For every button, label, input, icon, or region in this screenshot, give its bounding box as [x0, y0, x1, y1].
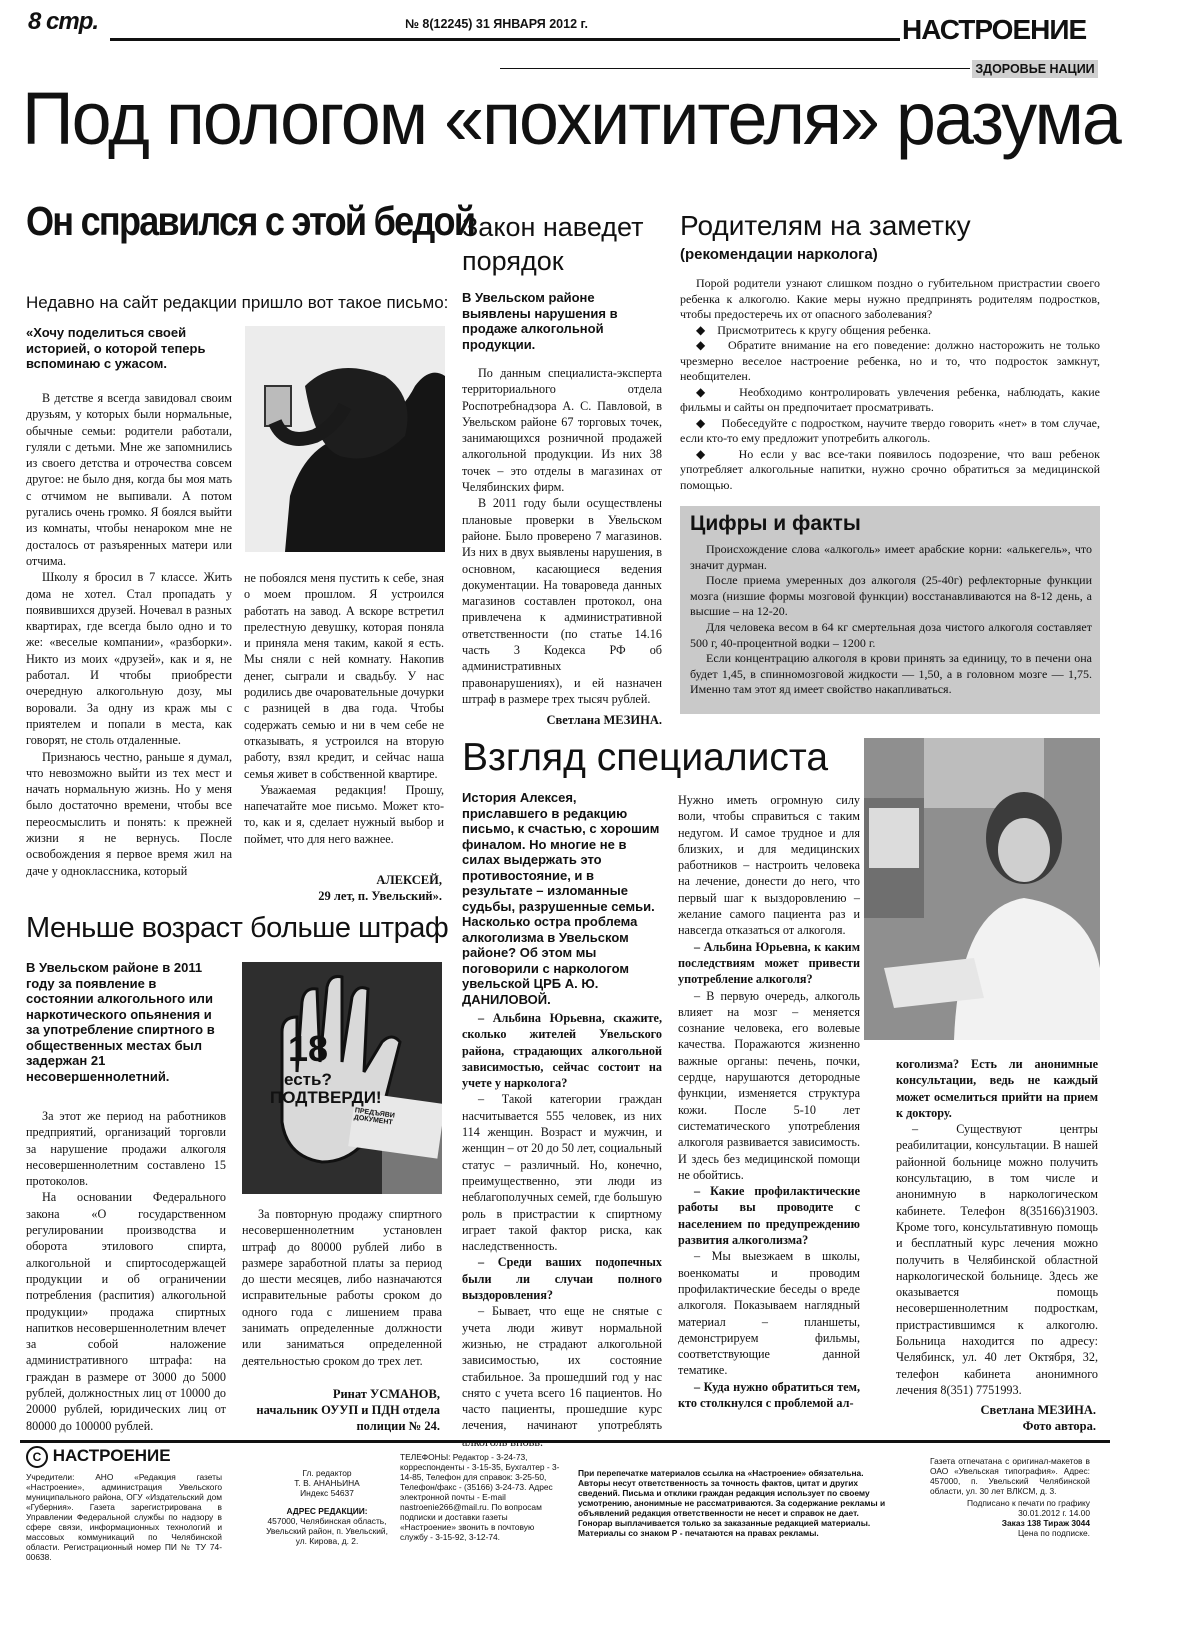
- footer-text: Учредители: АНО «Редакция газеты «Настроение», администрация Увельского муниципального района, ОГУ «Издательский дом «Губерния». Газета зарегистрирована в Управлении Федеральной службы по надзору в сфере связи, информационных технологий и массовых коммуникаций по Челябинской области. Регистрационный номер ПИ № ТУ 74-00638.: [26, 1472, 222, 1562]
- article4-col1: [26, 1108, 226, 1434]
- bullet-item: [680, 338, 1100, 385]
- footer-print: [930, 1456, 1090, 1538]
- article2-lead: В Увельском районе выявлены нарушения в продаже алкогольной продукции.: [462, 290, 618, 352]
- brand-logo: НАСТРОЕНИЕ: [902, 14, 1087, 45]
- bullet-text: Присмотритесь к кругу общения ребенка.: [717, 322, 932, 337]
- article1-title: Он справился с этой бедой: [26, 198, 475, 244]
- rubric-rule: [500, 68, 970, 69]
- article5-photo-credit: Фото автора.: [1022, 1419, 1096, 1433]
- article3-title: Родителям на заметку: [680, 210, 971, 241]
- footer-text: Индекс 54637: [300, 1488, 354, 1498]
- doctor-portrait-icon: [864, 738, 1100, 1040]
- article1-signature-detail: 29 лет, п. Увельский».: [318, 889, 442, 903]
- diamond-bullet-icon: ◆: [696, 446, 739, 461]
- diamond-bullet-icon: ◆: [696, 338, 729, 352]
- article4-signature-name: Ринат УСМАНОВ,: [332, 1387, 440, 1401]
- photo-action-label: ПОДТВЕРДИ!: [270, 1088, 382, 1107]
- bullet-text: Побеседуйте с подростком, научите твердо говорить «нет» в том случае, если кто-то ему предложит употребить алкоголь.: [680, 415, 1100, 445]
- interview-answer: – В первую очередь, алкоголь влияет на мозг – меняется сознание человека, его волевые качества. Поражаются жизненно важные органы: печень, почки, сердце, нарушаются детородные функции, изменяется структура кожи. После 5-10 лет систематического употребления алкоголя развивается зависимость. И здесь без медицинской помощи не обойтись.: [678, 988, 860, 1182]
- interview-answer: – Такой категории граждан насчитывается 555 человек, из них 114 женщин. Возраст и мужчин, и женщин – от 20 до 50 лет, социальный статус – различный. Но, конечно, преимущественно, эти люди из неблагополучных семей, где большую роль в пристрастии к спиртному играет такой фактор риска, как наследственность.: [462, 1092, 662, 1254]
- bullet-text: Необходимо контролировать увлечения ребенка, наблюдать, какие фильмы и сайты он предпочитает просматривать.: [680, 384, 1100, 414]
- article4-title: Меньше возраст больше штраф: [26, 912, 449, 944]
- rubric-label: ЗДОРОВЬЕ НАЦИИ: [972, 60, 1098, 78]
- interview-answer: – Бывает, что еще не снятые с учета люди живут нормальной жизнью, не страдают алкогольной зависимостью, их состояние стабильное. За прошедший год у нас снято с учета всего 16 пациентов. Но часто пациенты, прошедшие курс лечения, начинают употреблять: [462, 1304, 662, 1433]
- footer-text: Заказ 138 Тираж 3044: [1001, 1518, 1090, 1528]
- paragraph: В 2011 году были осуществлены плановые проверки в Увельском районе. Было проверено 7 магазинов. Из них в двух выявлены нарушения, в основном, касающиеся ведения документации. На товароведа данных магазинов составлен протокол, она привлечена к административной ответственности (по статье 14.16 часть 3 Кодекса РФ об административных правонарушениях), и ей назначен штраф в размере трех тысяч рублей.: [462, 496, 662, 706]
- paragraph: На основании Федерального закона «О государственном регулировании производства и оборота этилового спирта, алкогольной и спиртосодержащей продукции и об ограничении потребления (распития) алкогольной продукции» продажа спиртных напитков несовершеннолетним влечет за собой наложение административного штрафа: на граждан в размере от 3000 до 5000 рублей, должностных лиц от 10000 до 20000 рублей, юридических лиц от 80000 до 100000 рублей.: [26, 1190, 226, 1433]
- article4-signature-detail: начальник ОУУП и ПДН отдела полиции № 24.: [256, 1403, 440, 1433]
- footer-rule-top: [20, 1440, 1110, 1443]
- interview-answer: – Мы выезжаем в школы, военкоматы и проводим профилактические беседы о вреде алкоголя. Показываем наглядный материал – планшеты, демонстрируем фильмы, соответствующие данной тематике.: [678, 1249, 860, 1378]
- bullet-item: [680, 323, 1100, 339]
- article5-col1: [462, 1010, 662, 1450]
- article1-photo: [245, 326, 445, 552]
- article2-signature: Светлана МЕЗИНА.: [546, 713, 662, 727]
- bullet-text: Обратите внимание на его поведение: должно насторожить не только чрезмерно веселое настроение ребенка, но и то, что подросток замкнут, необщителен.: [680, 338, 1101, 383]
- diamond-bullet-icon: ◆: [696, 415, 722, 430]
- issue-info: № 8(12245) 31 ЯНВАРЯ 2012 г.: [405, 17, 588, 31]
- footer-text: 457000, Челябинская область, Увельский район, п. Увельский, ул. Кирова, д. 2.: [266, 1516, 388, 1546]
- paragraph: Признаюсь честно, раньше я думал, что невозможно выйти из тех мест и начать нормальную жизнь. Но у меня было достаточно времени, чтобы все переосмыслить и понять: к прежней жизни я не вернусь. После освобождения я первое время жил на даче у одноклассника, который: [26, 749, 232, 878]
- article1-signature-name: АЛЕКСЕЙ,: [376, 873, 442, 887]
- diamond-bullet-icon: ◆: [696, 322, 718, 337]
- article4-lead: В Увельском районе в 2011 году за появление в состоянии алкогольного или наркотического опьянения и за употребление спиртного в общественных местах был задержан 21 несовершеннолетний.: [26, 960, 215, 1084]
- drinking-man-silhouette-icon: [245, 326, 445, 552]
- article1-lead: «Хочу поделиться своей историей, о которой теперь вспоминаю с ужасом.: [26, 325, 206, 371]
- article5-lead: История Алексея, приславшего в редакцию письмо, к счастью, с хорошим финалом. Но многие не в силах выдержать это противостояние, и в результате – изломанные судьбы, разрушенные семьи. Насколько остра проблема алкоголизма в Увельском районе? Об этом мы поговорили с наркологом увельской ЦРБ А. Ю. ДАНИЛОВОЙ.: [462, 790, 660, 1007]
- paragraph: Порой родители узнают слишком поздно о губительном пристрастии своего ребенка к алкоголю. Какие меры нужно предпринять родителям подростков, чтобы предостеречь их от опасного заболевания?: [680, 276, 1100, 321]
- interview-question: – Какие профилактические работы вы проводите с населением по предупреждению развития алкоголизма?: [678, 1184, 860, 1248]
- article4-col2: [242, 1206, 442, 1369]
- doctor-photo: [864, 738, 1100, 1040]
- footer-text: При перепечатке материалов ссылка на «Настроение» обязательна. Авторы несут ответственность за точность фактов, цитат и других сведений. Письма и отклики граждан редакция использует по своему усмотрению, анонимные не рассматриваются. За содержание рекламы и объявлений редакция ответственности не несет и справок не дает. Гонорар выплачивается только за заказанные редакцией материалы. Материалы со знаком Р - печатаются на правах рекламы.: [578, 1468, 886, 1538]
- page-number: 8 стр.: [28, 8, 99, 35]
- copyright-icon: C: [26, 1446, 48, 1468]
- footer-text: Гл. редактор: [302, 1468, 352, 1478]
- paragraph: Уважаемая редакция! Прошу, напечатайте мое письмо. Может кто-то, как и я, сделает нужный выбор и поймет, что для него важнее.: [244, 782, 444, 846]
- article3-body: [680, 276, 1100, 493]
- paragraph: По данным специалиста-эксперта территориального отдела Роспотребнадзора А. С. Павловой, в Увельском районе 67 торговых точек, занимающихся розничной продажей алкогольной продукции. Из них 38 точек – это отделы в магазинах от Челябинских фирм.: [462, 366, 662, 495]
- diamond-bullet-icon: ◆: [696, 384, 740, 399]
- footer-brand: [26, 1446, 171, 1468]
- article5-title: Взгляд специалиста: [462, 736, 829, 779]
- footer-text: ТЕЛЕФОНЫ: Редактор - 3-24-73, корреспонденты - 3-15-35, Бухгалтер - 3-14-85, Телефон для справок: 3-25-50, Телефон/факс - (35166) 3-24-73. Адрес электронной почты - E-mail nastroenie266@mail.ru. По вопросам подписки и доставки газеты «Настроение» звонить в почтовую службу - 3-15-92, 3-12-74.: [400, 1452, 560, 1542]
- interview-answer: Нужно иметь огромную силу воли, чтобы справиться с таким недугом. И самое трудное и для близких, и для медицинских работников – настроить человека на лечение, донести до него, что первый шаг к выздоровлению – желание самого пациента раз и навсегда отказаться от алкоголя.: [678, 793, 860, 938]
- interview-question: коголизма? Есть ли анонимные консультации, ведь не каждый может осмелиться прийти на прием к доктору.: [896, 1057, 1098, 1120]
- paragraph: В детстве я всегда завидовал своим друзьям, у которых были нормальные, обычные семьи: родители работали, гуляли с детьми. Мне же запомнились из своего детства и отрочества совсем другое: не было дня, когда бы моя мать с отчимом не выпивали. А потом ругались очень громко. Я боялся выйти из комнаты, чтобы ненароком мне не досталось от разъяренных матери или отчима.: [26, 391, 232, 568]
- article4-photo: [242, 962, 442, 1194]
- paragraph: За этот же период на работников предприятий, организаций торговли за нарушение продажи алкоголя несовершеннолетним составлено 15 протоколов.: [26, 1109, 226, 1189]
- photo-doc-label: ПРЕДЪЯВИ ДОКУМЕНТ: [353, 1107, 396, 1127]
- footer-text: Газета отпечатана с оригинал-макетов в ОАО «Увельская типография». Адрес: 457000, п. Увельский Челябинской области, ул. 30 лет ВЛКСМ, д. 3.: [930, 1456, 1090, 1496]
- footer-text: Т. В. АНАНЬИНА: [294, 1478, 360, 1488]
- footer-phones: [400, 1452, 560, 1542]
- footer-text: Цена по подписке.: [1017, 1528, 1090, 1538]
- facts-title: Цифры и факты: [690, 512, 861, 535]
- article5-col3: [896, 1056, 1098, 1398]
- footer-legal: [578, 1468, 894, 1538]
- interview-question: – Альбина Юрьевна, к каким последствиям может привести употребление алкоголя?: [678, 939, 860, 987]
- header-rule: [110, 38, 900, 41]
- paragraph: Происхождение слова «алкоголь» имеет арабские корни: «алькегель», что значит дурман.: [690, 542, 1092, 572]
- footer-text: АДРЕС РЕДАКЦИИ:: [286, 1506, 368, 1516]
- bullet-item: [680, 447, 1100, 494]
- article1-subtitle: Недавно на сайт редакции пришло вот такое письмо:: [26, 293, 449, 312]
- page-headline: Под пологом «похитителя» разума: [22, 77, 1120, 160]
- paragraph: не побоялся меня пустить к себе, зная о моем прошлом. Я устроился работать на завод. А вскоре встретил прелестную девушку, которая поняла и приняла меня таким, какой я есть. Мы сняли с ней комнату. Накопив денег, сыграли и свадьбу. У нас родились две очаровательные дочурки с разницей в два года. Чтобы содержать семью и ни в чем себе не отказывать, я устроился на вторую работу, взял кредит, и сейчас наша семья живет в собственной квартире.: [244, 571, 444, 781]
- bullet-item: [680, 416, 1100, 447]
- paragraph: Школу я бросил в 7 классе. Жить дома не хотел. Стал пропадать у появившихся друзей. Ночевал в разных квартирах, где всегда было одно и то же: «веселые компании», «разборки». Никто из моих «друзей», как и я, не работал. И чтобы приобрести очередную алкогольную дозу, мы воровали. За одну из краж мы с приятелем и попали в места, как говорят, не столь отдаленные.: [26, 570, 232, 748]
- bullet-item: [680, 385, 1100, 416]
- paragraph: После приема умеренных доз алкоголя (25-40г) рефлекторные функции мозга (низшие формы мозговой функции) восстанавливаются на 8-12 день, а высшие – на 12-20.: [690, 573, 1092, 619]
- article1-col1: [26, 390, 232, 879]
- article5-col2: [678, 792, 860, 1411]
- article2-body: [462, 365, 662, 707]
- paragraph: Для человека весом в 64 кг смертельная доза чистого алкоголя составляет 500 г, 40-процентной водки – 1200 г.: [690, 619, 1092, 650]
- footer-text: Подписано к печати по графику 30.01.2012 г. 14.00: [966, 1498, 1090, 1518]
- footer-founders: [26, 1472, 222, 1562]
- article2-title: Закон наведет порядок: [462, 212, 644, 276]
- interview-question: – Альбина Юрьевна, скажите, сколько жителей Увельского района, страдающих алкогольной зависимостью, сейчас состоит на учете у нарколога?: [462, 1011, 662, 1091]
- article3-subtitle: (рекомендации нарколога): [680, 246, 878, 263]
- bullet-text: Но если у вас все-таки появилось подозрение, что ваш ребенок употребляет алкогольные напитки, нужно срочно обратиться за медицинской помощью.: [680, 446, 1100, 492]
- facts-body: [690, 542, 1092, 698]
- bullet-list: [680, 323, 1100, 494]
- facts-box: [680, 506, 1100, 714]
- stop-hand-icon: [242, 962, 442, 1194]
- article5-signature: Светлана МЕЗИНА.: [980, 1403, 1096, 1417]
- article1-col2: [244, 570, 444, 847]
- paragraph: Если концентрацию алкоголя в крови принять за единицу, то в печени она будет 1,45, в спинномозговой жидкости — 1,50, а в головном мозге — 1,75. Именно там этот яд имеет свойство накапливаться.: [690, 651, 1092, 697]
- interview-question: – Среди ваших подопечных были ли случаи полного выздоровления?: [462, 1255, 662, 1303]
- interview-question: – Куда нужно обратиться тем, кто столкнулся с проблемой ал-: [678, 1379, 860, 1410]
- photo-age-label: 18: [288, 1028, 329, 1069]
- photo-question-label: есть?: [284, 1070, 332, 1089]
- paragraph: За повторную продажу спиртного несовершеннолетним установлен штраф до 80000 рублей либо в размере заработной платы за период до шести месяцев, либо назначаются исправительные работы сроком до одного года с лишением права занимать определенные должности или заниматься определенной деятельностью сроком до трех лет.: [242, 1207, 442, 1368]
- footer-editor: [262, 1468, 392, 1546]
- footer-brand-text: НАСТРОЕНИЕ: [52, 1446, 171, 1465]
- interview-answer: – Существуют центры реабилитации, консультации. В нашей районной больнице можно получить консультацию, в том числе и анонимную в наркологическом кабинете. Телефон 8(35166)31903. Кроме того, консультативную помощь и бесплатный курс лечения можно получить в Челябинской областной наркологической больнице. Здесь же оказывается помощь несовершеннолетним подросткам, пристрастившимся к алкоголю. Больница находится по адресу: Челябинск, ул. 40 лет Октября, 32, телефон кабинета анонимного лечения 8(351) 7751993.: [896, 1122, 1098, 1397]
